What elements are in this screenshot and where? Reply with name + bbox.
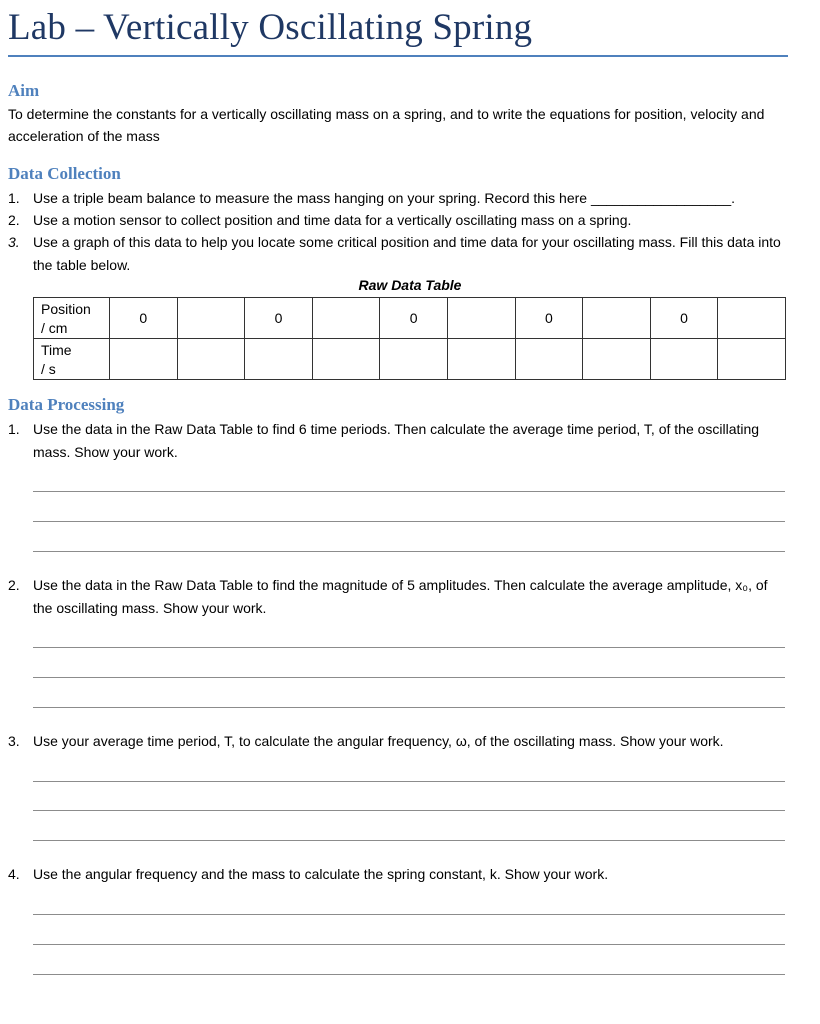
data-collection-heading: Data Collection	[8, 164, 121, 183]
item-number: 2.	[8, 577, 20, 593]
position-cell[interactable]	[177, 298, 245, 339]
answer-line[interactable]	[33, 677, 785, 678]
item-number: 2.	[8, 212, 20, 228]
aim-heading: Aim	[8, 81, 40, 100]
time-cell[interactable]	[447, 339, 515, 380]
time-row	[34, 339, 786, 380]
answer-line[interactable]	[33, 914, 785, 915]
answer-line[interactable]	[33, 647, 785, 648]
time-label: Time	[41, 342, 72, 358]
position-cell[interactable]: 0	[380, 298, 448, 339]
time-cell[interactable]	[110, 339, 178, 380]
answer-line[interactable]	[33, 491, 785, 492]
answer-line[interactable]	[33, 944, 785, 945]
position-cell[interactable]: 0	[650, 298, 718, 339]
position-cell[interactable]	[312, 298, 380, 339]
item-number: 3.	[8, 733, 20, 749]
page-title: Lab – Vertically Oscillating Spring	[8, 7, 533, 48]
time-cell[interactable]	[718, 339, 786, 380]
data-processing-heading: Data Processing	[8, 395, 125, 414]
time-cell[interactable]	[245, 339, 313, 380]
answer-line[interactable]	[33, 840, 785, 841]
position-cell[interactable]	[718, 298, 786, 339]
time-cell[interactable]	[177, 339, 245, 380]
position-cell[interactable]	[447, 298, 515, 339]
aim-text: To determine the constants for a vertically oscillating mass on a spring, and to write the equations for position, velocity and acceleration of the mass	[8, 106, 765, 144]
time-cell[interactable]	[312, 339, 380, 380]
raw-data-table	[33, 297, 786, 380]
answer-line[interactable]	[33, 707, 785, 708]
item-text: Use your average time period, T, to calculate the angular frequency, ω, of the oscillating mass. Show your work.	[33, 733, 724, 749]
position-cell[interactable]	[583, 298, 651, 339]
answer-line[interactable]	[33, 521, 785, 522]
item-text: Use the data in the Raw Data Table to find 6 time periods. Then calculate the average time period, T, of the oscillating mass. Show your work.	[33, 421, 760, 460]
raw-data-table-caption: Raw Data Table	[358, 277, 462, 293]
position-label: Position	[41, 301, 91, 317]
answer-line[interactable]	[33, 974, 785, 975]
position-cell[interactable]: 0	[110, 298, 178, 339]
time-cell[interactable]	[515, 339, 583, 380]
answer-line[interactable]	[33, 551, 785, 552]
item-number: 1.	[8, 190, 20, 206]
time-cell[interactable]	[650, 339, 718, 380]
answer-line[interactable]	[33, 810, 785, 811]
item-text: Use a graph of this data to help you locate some critical position and time data for your oscillating mass. Fill this data into the table below.	[33, 234, 781, 273]
item-text: Use the data in the Raw Data Table to find the magnitude of 5 amplitudes. Then calculate the average amplitude, x₀, of the oscillating mass. Show your work.	[33, 577, 768, 616]
item-text: Use a triple beam balance to measure the mass hanging on your spring. Record this here __________________.	[33, 190, 736, 206]
title-underline	[8, 55, 788, 57]
position-cell[interactable]: 0	[245, 298, 313, 339]
time-label-cell	[34, 339, 110, 380]
answer-line[interactable]	[33, 781, 785, 782]
time-cell[interactable]	[380, 339, 448, 380]
position-label-cell	[34, 298, 110, 339]
item-number: 1.	[8, 421, 20, 437]
item-text: Use a motion sensor to collect position and time data for a vertically oscillating mass on a spring.	[33, 212, 632, 228]
item-number: 3.	[8, 234, 20, 250]
time-unit: / s	[41, 361, 56, 377]
position-row	[34, 298, 786, 339]
item-text: Use the angular frequency and the mass to calculate the spring constant, k. Show your work.	[33, 866, 609, 882]
time-cell[interactable]	[583, 339, 651, 380]
position-unit: / cm	[41, 320, 68, 336]
position-cell[interactable]: 0	[515, 298, 583, 339]
item-number: 4.	[8, 866, 20, 882]
